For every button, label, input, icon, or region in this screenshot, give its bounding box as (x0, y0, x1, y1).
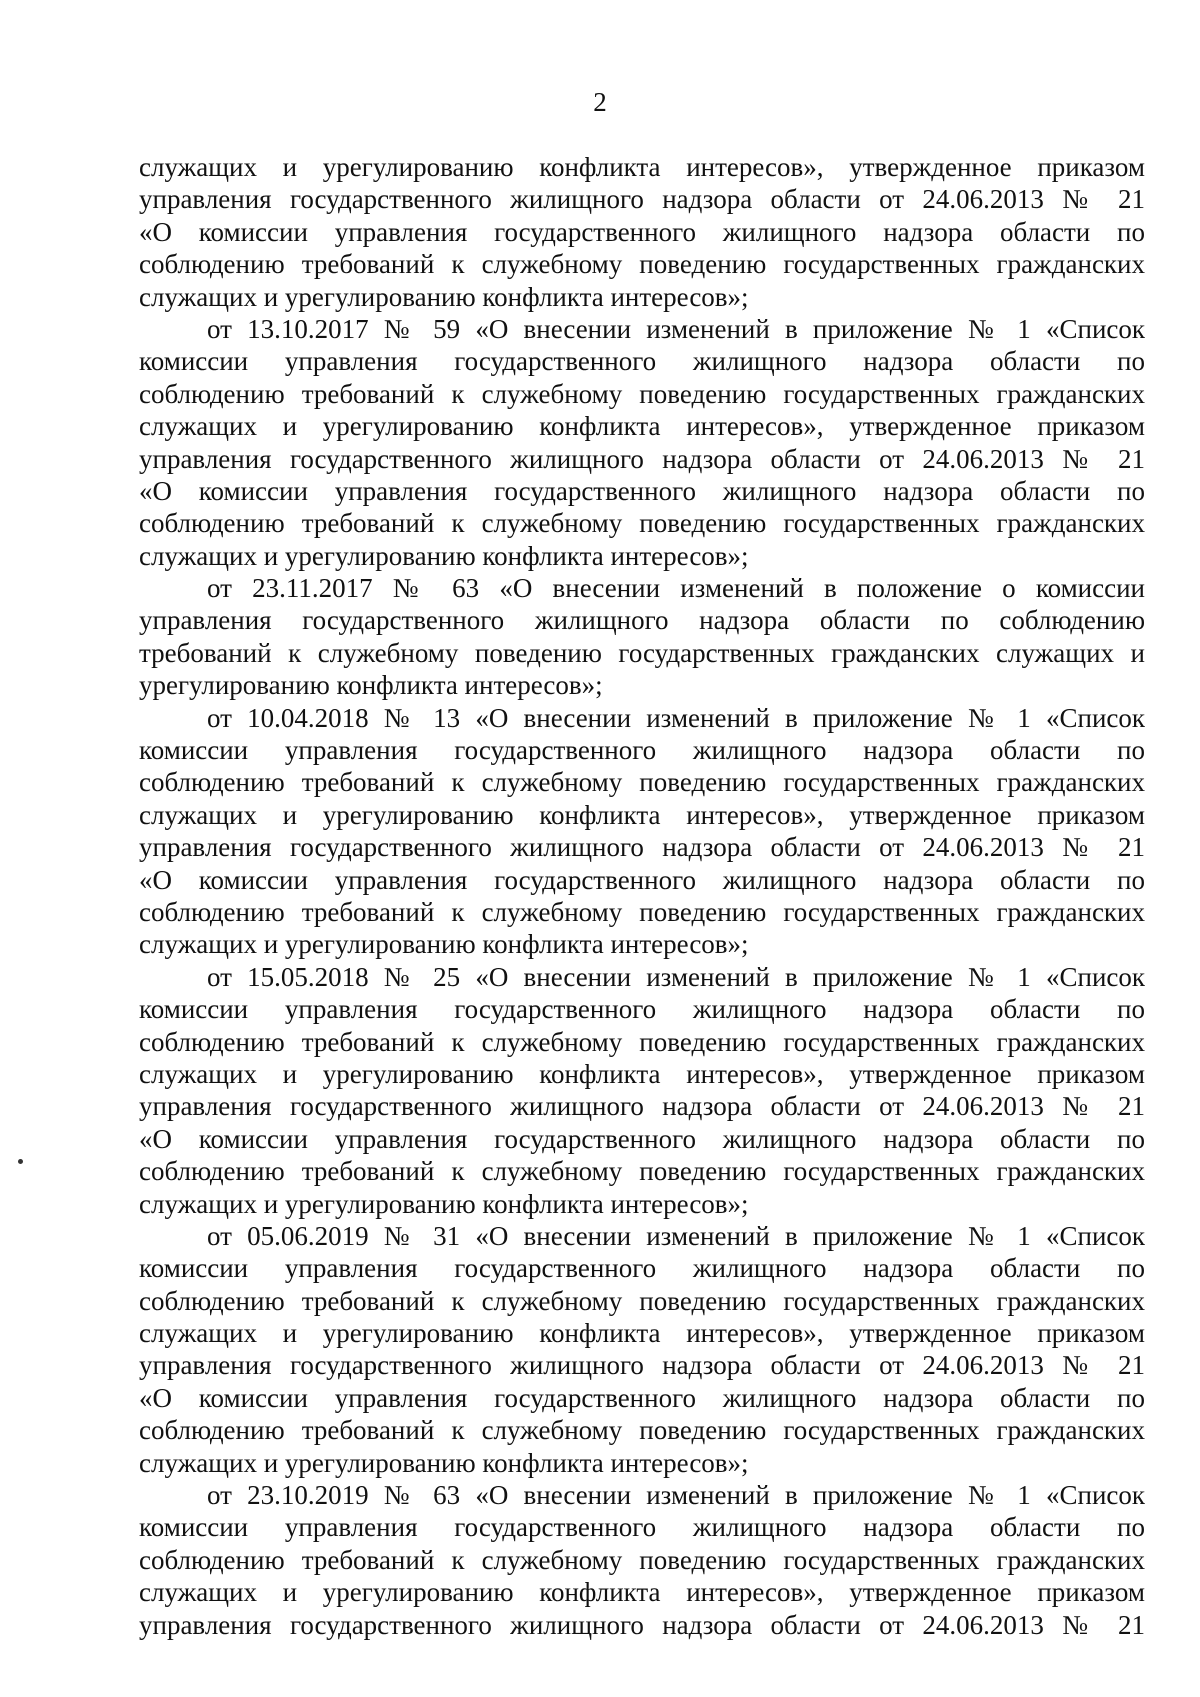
text-line: управления государственного жилищного надзора области от 24.06.2013 № 21 (139, 1609, 1145, 1640)
text-line: соблюдению требований к служебному поведению государственных гражданских (139, 1544, 1145, 1575)
text-line: от 05.06.2019 № 31 «О внесении изменений в приложение № 1 «Список (207, 1220, 1145, 1251)
text-line: управления государственного жилищного надзора области от 24.06.2013 № 21 (139, 443, 1145, 474)
text-line: служащих и урегулированию конфликта интересов»; (139, 281, 749, 312)
text-line: управления государственного жилищного надзора области по соблюдению (139, 605, 1145, 636)
text-line: комиссии управления государственного жилищного надзора области по (139, 735, 1145, 766)
text-line: управления государственного жилищного надзора области от 24.06.2013 № 21 (139, 184, 1145, 215)
text-line: комиссии управления государственного жилищного надзора области по (139, 994, 1145, 1025)
text-line: служащих и урегулированию конфликта интересов», утвержденное приказом (139, 799, 1145, 830)
text-line: комиссии управления государственного жилищного надзора области по (139, 1253, 1145, 1284)
text-line: соблюдению требований к служебному поведению государственных гражданских (139, 508, 1145, 539)
text-line: соблюдению требований к служебному поведению государственных гражданских (139, 378, 1145, 409)
text-line: соблюдению требований к служебному поведению государственных гражданских (139, 1026, 1145, 1057)
text-line: служащих и урегулированию конфликта интересов», утвержденное приказом (139, 1058, 1145, 1089)
text-line: служащих и урегулированию конфликта интересов»; (139, 1447, 749, 1478)
text-line: служащих и урегулированию конфликта интересов»; (139, 540, 749, 571)
text-line: от 23.11.2017 № 63 «О внесении изменений в положение о комиссии (207, 573, 1145, 604)
text-line: соблюдению требований к служебному поведению государственных гражданских (139, 249, 1145, 280)
page-number: 2 (593, 87, 607, 117)
text-line: управления государственного жилищного надзора области от 24.06.2013 № 21 (139, 832, 1145, 863)
paragraph (139, 702, 1145, 961)
text-line: требований к служебному поведению государственных гражданских служащих и (139, 637, 1145, 668)
text-line: служащих и урегулированию конфликта интересов»; (139, 929, 749, 960)
text-line: служащих и урегулированию конфликта интересов», утвержденное приказом (139, 1318, 1145, 1349)
scan-speck (18, 1159, 23, 1164)
text-line: от 15.05.2018 № 25 «О внесении изменений в приложение № 1 «Список (207, 961, 1145, 992)
text-line: комиссии управления государственного жилищного надзора области по (139, 346, 1145, 377)
text-line: служащих и урегулированию конфликта интересов», утвержденное приказом (139, 1577, 1145, 1608)
text-line: комиссии управления государственного жилищного надзора области по (139, 1512, 1145, 1543)
paragraph (139, 151, 1145, 313)
text-line: соблюдению требований к служебному поведению государственных гражданских (139, 1415, 1145, 1446)
text-line: служащих и урегулированию конфликта интересов»; (139, 1188, 749, 1219)
text-line: от 23.10.2019 № 63 «О внесении изменений в приложение № 1 «Список (207, 1480, 1145, 1511)
text-line: служащих и урегулированию конфликта интересов», утвержденное приказом (139, 411, 1145, 442)
text-line: соблюдению требований к служебному поведению государственных гражданских (139, 767, 1145, 798)
document-body (139, 151, 1145, 1641)
text-line: соблюдению требований к служебному поведению государственных гражданских (139, 896, 1145, 927)
paragraph (139, 313, 1145, 572)
paragraph (139, 1479, 1145, 1641)
text-line: соблюдению требований к служебному поведению государственных гражданских (139, 1285, 1145, 1316)
text-line: «О комиссии управления государственного жилищного надзора области по (139, 1123, 1145, 1154)
paragraph (139, 572, 1145, 702)
text-line: от 13.10.2017 № 59 «О внесении изменений в приложение № 1 «Список (207, 313, 1145, 344)
text-line: «О комиссии управления государственного жилищного надзора области по (139, 216, 1145, 247)
text-line: урегулированию конфликта интересов»; (139, 670, 603, 701)
text-line: управления государственного жилищного надзора области от 24.06.2013 № 21 (139, 1091, 1145, 1122)
text-line: «О комиссии управления государственного жилищного надзора области по (139, 475, 1145, 506)
text-line: управления государственного жилищного надзора области от 24.06.2013 № 21 (139, 1350, 1145, 1381)
paragraph (139, 1220, 1145, 1479)
paragraph (139, 961, 1145, 1220)
text-line: соблюдению требований к служебному поведению государственных гражданских (139, 1156, 1145, 1187)
text-line: «О комиссии управления государственного жилищного надзора области по (139, 1382, 1145, 1413)
text-line: «О комиссии управления государственного жилищного надзора области по (139, 864, 1145, 895)
text-line: служащих и урегулированию конфликта интересов», утвержденное приказом (139, 152, 1145, 182)
text-line: от 10.04.2018 № 13 «О внесении изменений в приложение № 1 «Список (207, 702, 1145, 733)
